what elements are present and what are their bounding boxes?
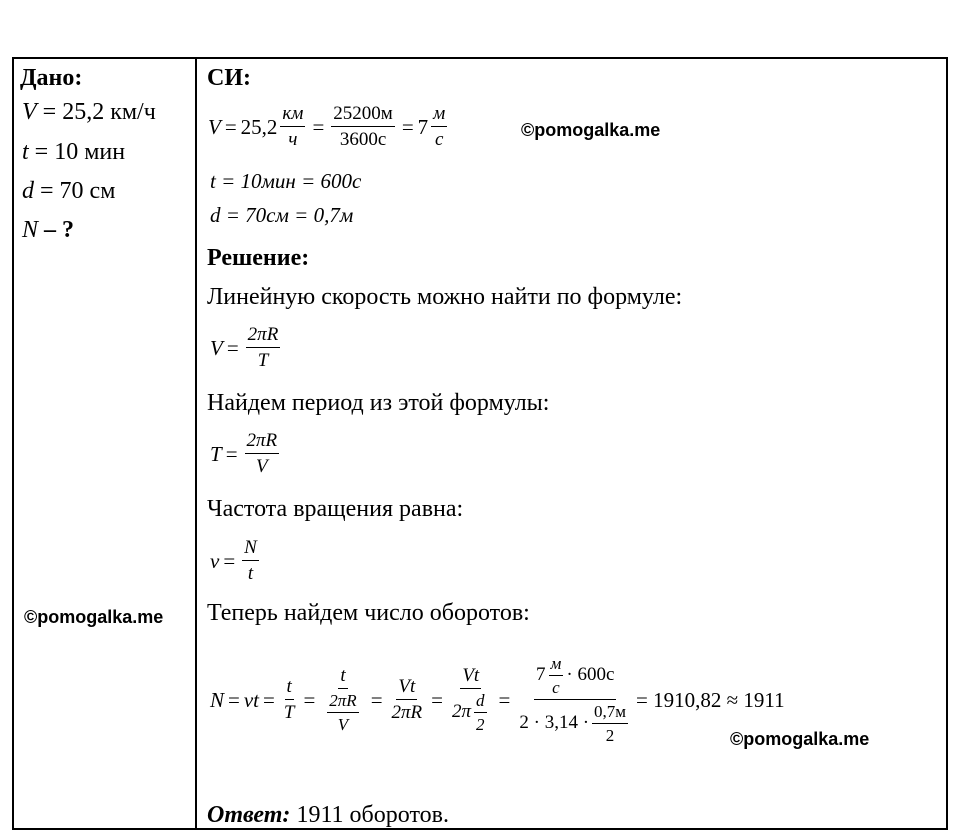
watermark: ©pomogalka.me (730, 729, 870, 749)
si-speed-conversion: V = 25,2 $\frac{км}{ч}$ = $\frac{25200м}{3600с}$ = 7 $\frac{м}{с}$ (208, 103, 446, 150)
given-speed: V = 25,2 км/ч (22, 99, 156, 125)
solution-title: Решение: (207, 245, 310, 271)
formula-period: T = $\frac{2\pi R}{V}$ (210, 430, 278, 477)
given-time: t = 10 мин (22, 139, 126, 165)
solution-text-period: Найдем период из этой формулы: (207, 390, 550, 416)
solution-text-frequency: Частота вращения равна: (207, 496, 464, 522)
watermark: ©pomogalka.me (24, 607, 164, 627)
formula-speed: V = $\frac{2\pi R}{T}$ (210, 324, 279, 371)
solution-text-revolutions: Теперь найдем число оборотов: (207, 600, 530, 626)
given-unknown: N – ? (22, 217, 75, 243)
formula-revolutions: N = νt = $\frac{t}{T}$ = $\frac{t}{\frac{2\pi R}{V}}$ = $\frac{Vt}{2\pi R}$ = Vt 2π $\frac{d}{2}$ = 7 $\frac{м}{с}$ · 600с 2 · 3,14 · $\frac{0,7м}{2}$ = 1910,82 ≈ 1911 (210, 654, 785, 745)
given-diameter: d = 70 см (22, 178, 116, 204)
si-distance-conversion: d = 70см = 0,7м (210, 203, 354, 227)
formula-frequency: ν = $\frac{N}{t}$ (210, 537, 257, 584)
answer: Ответ: 1911 оборотов. (207, 802, 449, 828)
si-title: СИ: (207, 65, 251, 91)
solution-text-speed: Линейную скорость можно найти по формуле: (207, 284, 683, 310)
column-divider (195, 57, 197, 830)
given-title: Дано: (20, 65, 83, 91)
watermark: ©pomogalka.me (521, 120, 661, 140)
si-time-conversion: t = 10мин = 600с (210, 169, 362, 193)
